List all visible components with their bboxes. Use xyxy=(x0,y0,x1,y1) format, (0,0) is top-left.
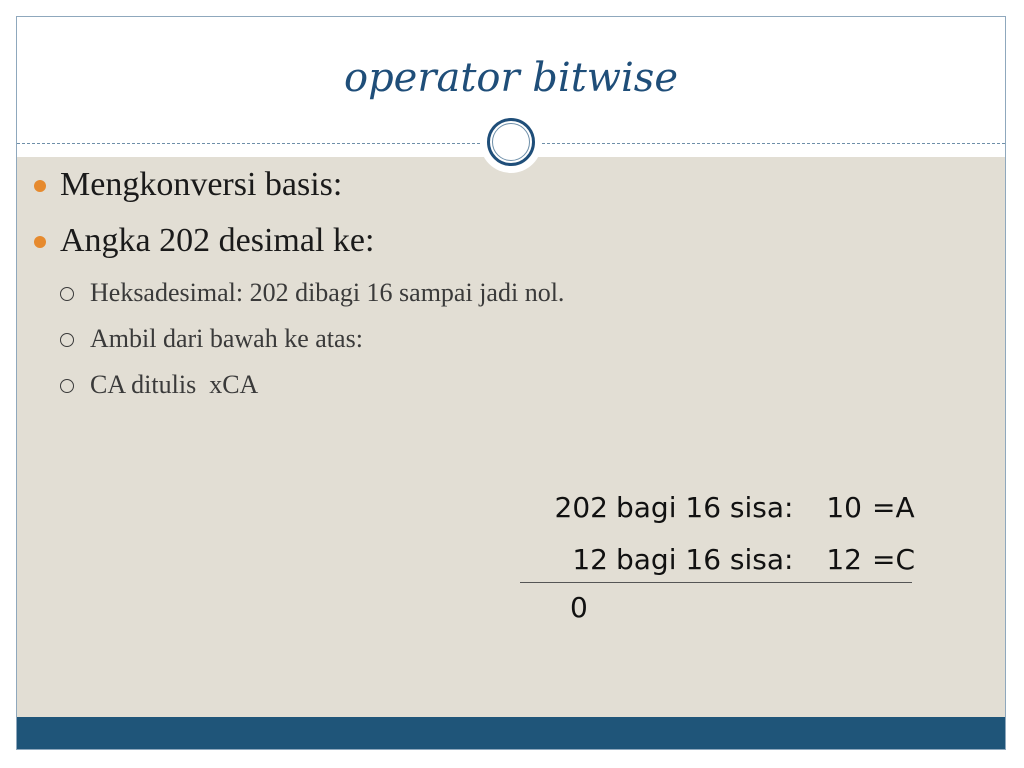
calc-number: 202 xyxy=(554,491,608,524)
bullet-text: Mengkonversi basis: xyxy=(60,166,343,203)
hollow-circle-bullet-icon xyxy=(60,379,74,393)
bullet-item xyxy=(30,224,960,280)
circle-inner-ring xyxy=(492,123,530,161)
sub-bullet-text: CA ditulis xCA xyxy=(90,370,259,399)
sub-bullet-text: Heksadesimal: 202 dibagi 16 sampai jadi nol. xyxy=(90,278,565,307)
calc-hex-digit: =C xyxy=(872,543,916,576)
calc-remainder: 10 xyxy=(826,491,862,524)
bullet-item xyxy=(30,168,960,224)
footer-bar xyxy=(17,717,1005,750)
sub-bullet-text: Ambil dari bawah ke atas: xyxy=(90,324,363,353)
calc-row xyxy=(520,490,915,542)
bullet-text: Angka 202 desimal ke: xyxy=(60,222,375,259)
hollow-circle-bullet-icon xyxy=(60,333,74,347)
calc-divider-line xyxy=(520,582,912,583)
calc-row xyxy=(520,542,916,594)
division-calculation xyxy=(520,490,916,624)
calc-hex-digit: =A xyxy=(872,491,915,524)
sub-bullet-item xyxy=(30,372,960,418)
calc-operation: bagi 16 sisa: xyxy=(616,543,794,576)
slide-title: operator bitwise xyxy=(343,55,679,101)
bullet-list xyxy=(30,168,960,418)
calc-final-quotient: 0 xyxy=(570,591,588,624)
bullet-dot-icon xyxy=(34,236,46,248)
calc-operation: bagi 16 sisa: xyxy=(616,491,794,524)
calc-number: 12 xyxy=(572,543,608,576)
bullet-dot-icon xyxy=(34,180,46,192)
sub-bullet-item xyxy=(30,326,960,372)
hollow-circle-bullet-icon xyxy=(60,287,74,301)
calc-remainder: 12 xyxy=(826,543,862,576)
sub-bullet-item xyxy=(30,280,960,326)
